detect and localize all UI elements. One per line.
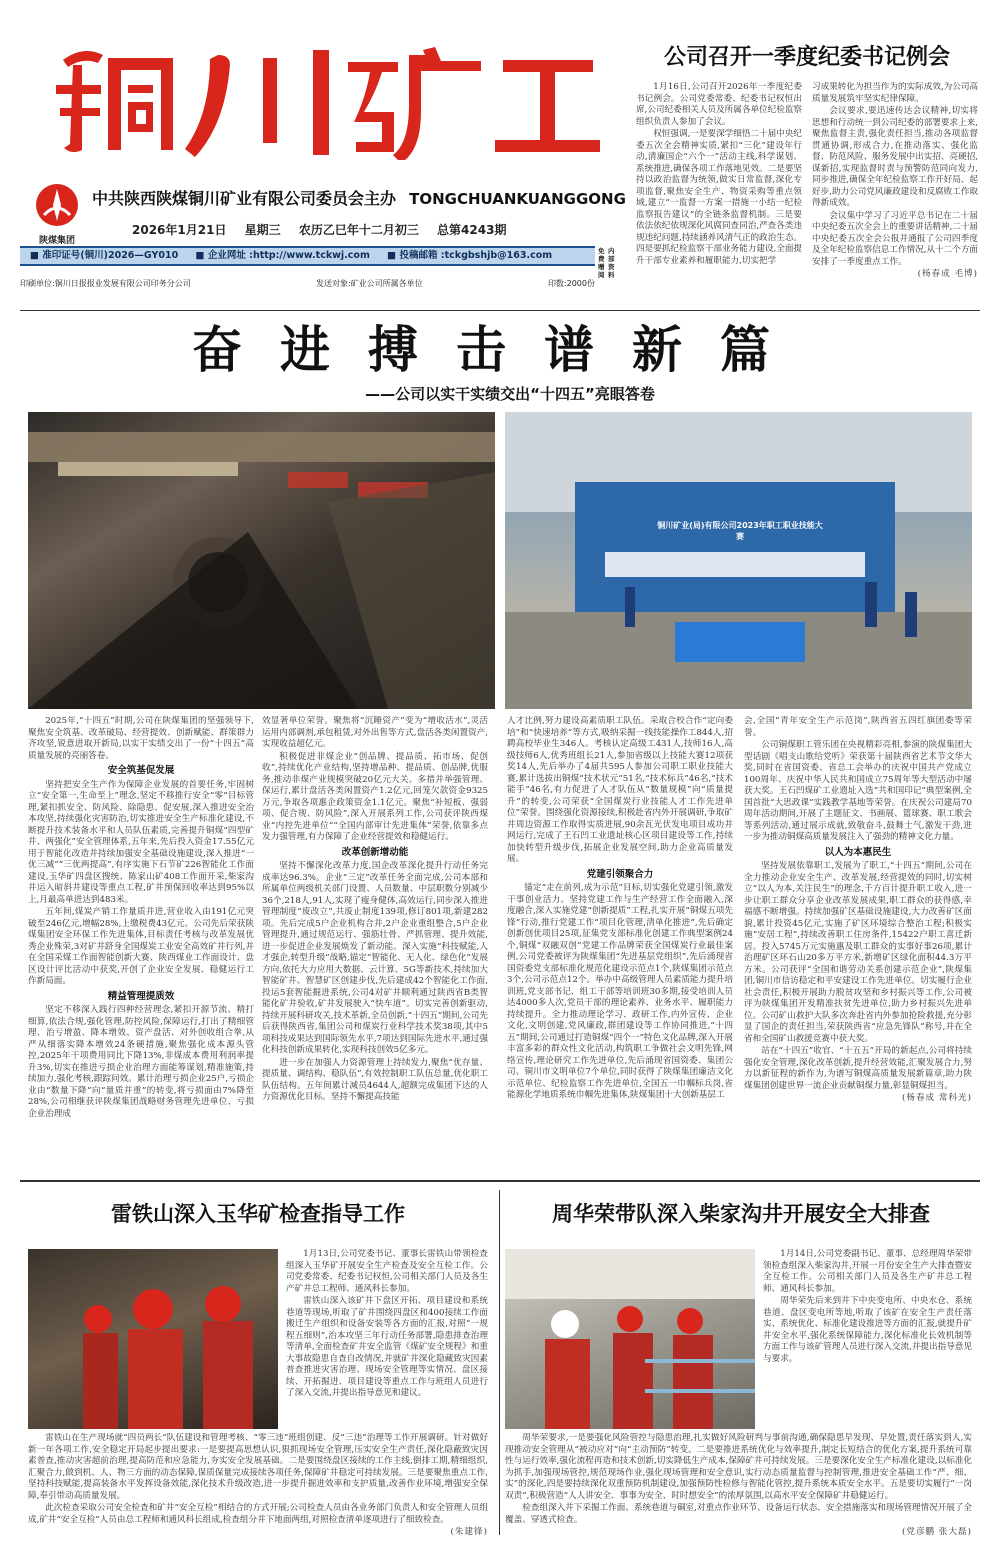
inspection-photo-2 xyxy=(505,1249,755,1429)
top-article xyxy=(636,40,978,296)
side-note xyxy=(598,247,620,279)
bottom-right-col-a: 1月14日,公司党委副书记、董事、总经理周华荣带领检查组深入柴家沟井,开展一月份安全生产大排查暨安全互检工作。公司相关部门人员及各生产矿井总工程师、通风科长参加。 周华荣先后来到井下中央变电所、中央水仓、系统巷道、盘区变电所等地,听取了该矿在安全生产责任落实、系统优化、标准化建设推进等方面的汇报,就提升矿井安全水平,强化系统保障能力,深化标准化长效机制等方面工作与该矿管理人员进行深入交流,并提出指导意见与要求。 xyxy=(763,1249,972,1364)
subhead-livelihood: 以人为本惠民生 xyxy=(824,846,892,858)
main-headline: 奋进搏击谱新篇 xyxy=(192,321,808,379)
main-col1: 2025年,“十四五”时期,公司在陕煤集团的坚强领导下,聚焦安全筑基、改革破局、经营提效、创新赋能、群策群力齐攻坚,锐意进取开新局,以实干实绩交出了一份“十四五”高质量发展的亮丽答卷。 安全筑基促发展 坚持把安全生产作为保障企业发展的首要任务,牢固树立“安全第一,生命至上”理念,坚定不移推行安全“零”目标管理,紧扣抓安全、防风险、除隐患、促安展,深入推进安全治本攻坚,持续强化灾害防治,切实推进安全生产标准化建设,不断提升技术装备水平和人员队伍素质,完善提升铜煤“四型矿井、两强化”安全管理体系,五年来,先后投入资金17.55亿元用于智能化改造并持续加强安全基础设施建设,深入推进“一优三减”“三优两提高”,有序实施下石节矿226智能化工作面建设,玉华矿四盘区搜统、陈家山矿408工作面开采,柴家沟井运入暗斜井建设等重点工程,矿井预保回收率达到95%以上,月最高单进达到483米。 五年间,煤炭产销工作量质并进,营业收入由191亿元突破至246亿元,增幅28%,上缴税费43亿元。公司先后荣获陕煤集团安全环保工作先进集体,目标责任考核与改革发展优秀企业殊荣,3对矿井跻身全国煤炭工业安全高效矿井行列,并在全国采煤工作面智能创新大赛、陕西煤业工作面设计、盘区设计评比活动中获奖,开创了企业安全发展、稳健运行工作新局面。 精益管理提质效 坚定不移深入践行四种经营理念,紧扣开源节流、精打细算,依法合规,强化管理,防控风险,保障运行,打出了精细管理、治亏增盈、降本增效、资产盘活、对外创收组合拳,从严从细落实降本增效24条硬措施,聚焦强化成本源头管控,2025年干项费用同比下降13%,非煤成本费用利润率提升3%,切实在推进亏损企业治理方面能筹谋划,精准施策,持续加力,强化考核,跟踪问效。累计治理亏损企业25户,亏损企业由“数量下降”向“量质并重”的转变,将亏损面由7%降至28%,公司相继获评陕煤集团战略财务管理先进单位、亏损企业治理成 xyxy=(28,716,254,1119)
mining-photo xyxy=(28,412,495,709)
bottom-right-headline: 周华荣带队深入柴家沟井开展安全大排查 xyxy=(552,1202,930,1226)
divider xyxy=(20,1180,980,1182)
subhead-party: 党建引领聚合力 xyxy=(586,868,654,880)
masthead-title-art xyxy=(48,40,608,160)
inspection-photo-1 xyxy=(28,1249,278,1429)
top-article-byline: (杨春成 毛博) xyxy=(917,269,978,279)
bottom-left-headline: 雷铁山深入玉华矿检查指导工作 xyxy=(111,1202,405,1226)
bottom-left-col-b: 雷铁山在生产现场就“四员两长”队伍建设和管理考核、“零三违”班组创建、反“三违”治理等工作开展调研。针对做好新一年各项工作,安全稳定开局起步提出要求:一是要提高思想认识,狠抓现场安全管理,压实安全生产责任,深化隐蔽致灾因素普查,推动灾害超前治理,提高防范和应急能力,夯实安全发展基础。二是要围绕盘区接续的工作主线,倒排工期,精细组织,汇聚合力,做到机、人、物三方面的动态保障,保质保量完成接续各项任务,保障矿井稳定可持续发展。三是要聚焦重点工作,坚持科技赋能,提高装备水平发挥设备效能,深化技术升级改造,进一步提升掘进效率和支护质量,改善作业环境,增强安全保障,奉引带动高质量发展。 此次检查采取公司安全检查和矿井“安全互检”相结合的方式开展;公司检查人员由各业务部门负责人和安全管理人员组成,矿井“安全互检”人员由总工程师和通风科长组成,检查组分井下地面两组,对照检查清单逐项进行了细致检查。 (朱建锋) xyxy=(28,1433,488,1537)
shaanmei-logo-icon xyxy=(34,183,80,227)
bottom-left-byline: (朱建锋) xyxy=(450,1527,488,1537)
subhead-reform: 改革创新增动能 xyxy=(341,846,409,858)
masthead xyxy=(20,18,626,313)
weekday: 星期三 xyxy=(244,223,281,237)
free-note: 免费赠阅 xyxy=(598,247,605,279)
sponsor-line xyxy=(92,186,626,209)
competition-photo xyxy=(505,412,972,709)
issue-date: 2026年1月21日 xyxy=(132,223,227,237)
copies: 印数:2000份 xyxy=(547,279,595,288)
divider xyxy=(20,310,980,311)
subhead-safety: 安全筑基促发展 xyxy=(107,765,175,776)
subhead-management: 精益管理提质效 xyxy=(107,990,175,1002)
top-article-col2: 习成果转化为担当作为的实际成效,为公司高质量发展筑牢坚实纪律保障。 会议要求,要迅速传达会议精神,切实将思想和行动统一到公司纪委的部署要求上来,聚焦监督主责,强化责任担当,推动各项监督贯通协调,形成合力,在推动落实、强化监督、防范风险、服务发展中出实招、亮硬招,谋新招,实现监督时责与预警防范同向发力,同步推进,确保全年纪检监察工作开好局、起好步,助力公司党风廉政建设和反腐败工作取得新成效。 会议集中学习了习近平总书记在二十届中央纪委五次全会上的重要讲话精神,二十届中央纪委五次全会公报并通报了公司四季度及全年纪检监察信息工作情况,从十二个方面安排了一季度重点工作。 (杨春成 毛博) xyxy=(812,82,978,279)
inner-note: 内部资料 xyxy=(608,247,615,279)
main-col2: 效显著单位荣誉。聚焦将“沉睡资产”变为“增收活水”,灵活运用内部调剂,承包租赁,对外出售等方式,盘活各类闲置资产,实现收益超亿元。 积极促进非煤企业“创品牌、提品质、拓市场、促创收”,持续优化产业结构,坚持增品种、提品质、创品牌,优服务,推动非煤产业规模突破20亿元大关。多措并举强管理、保运行,累计盘活各类闲置资产1.2亿元,回笼欠款资金9325万元,争取各项惠企政策资金1.1亿元。聚焦“补短板、强弱项、促合规、防风险”,深入开展系列工作,公司获评陕西煤业“内控先进单位”“全国内部审计先进集体”荣誉,依靠多点发力强管理,有力保障了企业经营提效和稳健运行。 改革创新增动能 坚持不懈深化改革力度,国企改革深化提升行动任务完成率达96.3%。企业“三定”改革任务全面完成,公司本部和所属单位两级机关部门设置、人员数量、中层职数分别减少36个,218人,91人,实现了瘦身健体,高效运行,同步深入推进管理制度“废改立”,共废止制度139项,修订801项,新建282项。先后完成5户企业机构合并,2户企业重组整合,5户企业管理提升,通过规范运行、强筋壮骨、严抓管理、提升效能,进一步促进企业发展焕发了新动能。深入实施“科技赋能,人才强企,转型升级”战略,锚定“智能化、无人化、绿色化”发展方向,依托大力应用大数据、云计算、5G等新技术,持续加大智能矿井、智慧矿区创建步伐,先后建成42个智能化工作面,投运5套智能掘进系统,公司4对矿井顺利通过陕西省B类智能化矿井验收,矿井发展驶入“快车道”。切实完善创新驱动,持续开展科研攻关,技术革新,全员创新,“十四五”期间,公司先后获得陕西省,集团公司和煤炭行业科学技术奖38项,其中5项科技成果达到国际领先水平,7项达到国际先进水平,通过强化科技创新成果转化,实现科技创效5亿多元。 进一步在加强人力资源管理上持续发力,聚焦“优存量、提质量、调结构、稳队伍”,有效控制职工队伍总量,优化职工队伍结构。五年间累计减员4644人,超额完成集团下达的人力资源优化目标。坚持不懈提高技能 xyxy=(262,716,488,1102)
top-article-headline: 公司召开一季度纪委书记例会 xyxy=(663,45,950,70)
main-col4: 会,全国“青年安全生产示范岗”,陕西省五四红旗团委等荣誉。 公司铜煤职工管乐团在央视精彩亮相,参演的陕煤集团大型话剧《唱支山歌给党听》荣获第十届陕西省艺术节文华大奖,同时在省国资委、省总工会举办的庆祝中国共产党成立100周年、庆祝中华人民共和国成立75周年等大型活动中屡获大奖。王石凹煤矿工业遗址入选“共和国印记”典型案例,全国首批“大思政课”实践教学基地等荣誉。在庆祝公司建局70周年活动期间,开展了主题征文、书画展、篮球赛、职工歌会等系列活动,通过展示成就,致敬奋斗,鼓舞士气,激发干劲,进一步为推动铜煤高质量发展注入了强劲的精神文化力量。 以人为本惠民生 坚持发展依靠职工,发展为了职工,“十四五”期间,公司在全力推动企业安全生产、改革发展,经营提效的同时,切实树立“以人为本,关注民生”的理念,千方百计提升职工收入,进一步让职工群众分享企业改革发展成果,职工群众的获得感,幸福感不断增强。持续加强矿区基础设施建设,大力改善矿区面貌,累计投资45亿元,实施了矿区环境综合整治工程;积极实施“安居工程”,持续改善职工住房条件,15422户职工喜迁新居。投入5745万元实施惠及职工群众的实事好事26项,累计治理矿区环石山20多万平方米,新增矿区绿化面积44.3万平方米。公司获评“全国和谐劳动关系创建示范企业”,陕煤集团,铜川市信访稳定和平安建设工作先进单位。切实履行企业社会责任,积极开展助力脱贫攻坚和乡村振兴等工作,公司被评为陕煤集团开发精准扶贫先进单位,助力乡村振兴先进单位。公司矿山救护大队多次奔赴省内外参加抢险救援,充分彰显了国企的责任担当,荣获陕西省“应急先锋队”称号,并在全省和全国矿山救援竞赛中获大奖。 站在“十四五”收官、“十五五”开局的新起点,公司将持续强化安全管理,深化改革创新,提升经营效能,汇聚发展合力,努力以新征程的新作为,为谱写铜煤高质量发展新篇章,助力陕煤集团创建世界一流企业贡献铜煤力量,彰显铜煤担当。 (杨春成 常科光) xyxy=(744,716,972,1103)
license-number: 准印证号(铜川)2026—GY010 xyxy=(42,250,179,261)
competition-banner-text: 铜川矿业(局)有限公司2023年职工职业技能大赛 xyxy=(657,521,823,541)
printer: 印刷单位:铜川日报报业发展有限公司印务分公司 xyxy=(20,279,191,288)
issue-number: 总第4243期 xyxy=(437,223,507,237)
lunar-date: 农历乙巳年十二月初三 xyxy=(298,223,419,237)
bottom-right-byline: (党彦鹏 张大磊) xyxy=(902,1527,972,1537)
logo xyxy=(34,183,80,246)
top-article-col1: 1月16日,公司召开2026年一季度纪委书记例会。公司党委常委、纪委书记权恒出席,公司纪委相关人员及所属各单位纪检监察组织负责人参加了会议。 权恒强调,一是要深学细悟二十届中央纪委五次全会精神实质,紧扣“三化”建设年行动,清廉国企“六个一”活动主线,科学谋划、系统推进,确保各项工作落地见效。二是要坚持以政治监督为统领,做实日常监督,深化专项监督,聚焦安全生产、物资采购等重点领域,建立“一监督一方案一措施一小结一纪检监察报告建议”的全链条监督机制。三是要依法依纪依规深化风腐同查同治,严查各类违规违纪问题,持续涵养风清气正的政治生态。四是要抓纪检监察干部业务能力建设,全面提升干部专业素养和履职能力,切实把学 xyxy=(636,82,802,266)
pinyin: TONGCHUANKUANGGONG xyxy=(409,190,626,208)
logo-text: 陕煤集团 xyxy=(38,236,75,246)
bottom-left-col-a: 1月13日,公司党委书记、董事长雷铁山带领检查组深入玉华矿开展安全生产检查及安全互检工作。公司党委常委、纪委书记权恒,公司相关部门人员及各生产矿井总工程师、通风科长参加。 雷铁山深入该矿井下盘区开拓、项目建设和系统巷道等现场,听取了矿井围绕四盘区和400接续工作面搬迁生产组织和设备安装等各方面的汇报,对照“一规程五细则”,治本攻坚三年行动任务部署,隐患排查治理等清单,全面检查矿井安全监管《煤矿安全规程》和重大事故隐患自查自改情况,并就矿井深化隐藏致灾因素普查推进灾害治理、现场安全管理等实情况、盘区接续、开拓掘进、项目建设等重点工作与班组人员进行了深入交流,并提出指导意见和建议。 xyxy=(286,1249,488,1398)
email[interactable]: 投稿邮箱 :tckgbshjb@163.com xyxy=(399,250,553,261)
print-info xyxy=(20,278,595,289)
website[interactable]: 企业网址 :http://www.tckwj.com xyxy=(207,250,370,261)
sponsor: 中共陕西陕煤铜川矿业有限公司委员会主办 xyxy=(92,189,397,208)
distribution: 发送对象:矿业公司所属各单位 xyxy=(315,279,423,288)
divider xyxy=(499,1190,500,1535)
main-article-byline: (杨春成 常科光) xyxy=(902,1093,972,1103)
date-line xyxy=(132,221,612,238)
main-col3: 人才比例,努力建设高素质职工队伍。采取合校合作“定向委培”和“快速培养”等方式,吸纳采掘一线技能操作工844人,招聘高校毕业生346人。考核认定高级工431人,技师16人,高级技师6人,优秀班组长21人,参加省级以上技能大赛12项获奖14人,先后举办了4届共595人参加公司职工职业技能大赛,累计选拔出铜煤“技术状元”51名,“技术标兵”46名,“技术能手”46名,有力促进了人才队伍从“数量规模”向“质量提升”的转变,公司荣获“全国煤炭行业技能人才工作先进单位”荣誉。围绕强化资源接续,积极赴省内外开展调研,争取矿井周边资源工作取得实质进展,90余瓦光伏发电项目成功并网运行,完成了王石凹工业遗址核心区项目建设等工作,持续加快转型升级步伐,拓展企业发展空间,助力企业高质量发展。 党建引领聚合力 锚定“走在前列,成为示范”目标,切实强化党建引领,激发干事创业活力。坚持党建工作与生产经营工作全面融入,深度融合,深入实施党建“创新提质”工程,扎实开展“铜煤五项先锋”行动,推行党建工作“项目化管理,清单化推进”,先后确定创新创优项目25项,征集党支部标准化创建工作典型案例24个,铜煤“双融双创”党建工作品牌荣获全国煤炭行业最佳案例,公司党委被评为陕煤集团“先进基层党组织”,先后涌现省国资委党支部标准化规范化建设示范点1个,陕煤集团示范点3个,公司示范点12个。举办中高级管理人员素质能力提升培训班,党支部书记、组工干部等培训班30多期,接受培训人员达4000多人次,党员干部的理论素养、业务水平、履职能力持续提升。全力推动理论学习、政研工作,内外宣传、企业文化,文明创建,党风廉政,群团建设等工作协同推进,“十四五”期间,公司通过打造铜煤“四个一”特色文化品牌,深入开展丰富多彩的群众性文化活动,构筑职工争做社会文明先锋,网络宣传,理论研究工作先进单位,先后涌现省国资委、集团公司、铜川市文明单位7个单位,同时获得了陕煤集团廉洁文化示范单位、纪检监察工作先进单位,全国五一巾帼标兵岗,省能源化学地质系统巾帼先进集体,陕煤集团十大创新基层工 xyxy=(507,716,733,1100)
info-bar: ■ 准印证号(铜川)2026—GY010 ■ 企业网址 :http://www.tckwj.com ■ 投稿邮箱 :tckgbshjb@163.com xyxy=(20,246,595,266)
main-subheadline: ——公司以实干实绩交出“十四五”亮眼答卷 xyxy=(365,385,655,403)
bottom-right-col-b: 周华荣要求,一是要强化风险管控与隐患治理,扎实做好风险研判与事前沟通,确保隐患早发现、早处置,责任落实到人,实现推动安全管理从“被动应对”向“主动预防”转变。二是要推进系统优化与效率提升,制定长短结合的优化方案,提升系统可靠性与运行效率,强化流程再造和技术创新,切实降低生产成本,保障矿井可持续发展。三是要深化安全生产标准化建设,以标准化为抓手,加强现场管控,规范现场作业,强化现场管理和安全意识,实行动态质量监督与控制管理,推进安全基础工作“严、细、实”的深化,四是要持续深化双重预防机制建设,加强预防性检修与智能化管控,提升系统本质安全水平。五是要切实履行“一岗双责”,积极营造“人人讲安全、事事为安全、时时想安全”的浓厚氛围,以高水平安全保障矿井稳健运行。 检查组深入井下采掘工作面、系统巷道与硐室,对重点作业环节、设备运行状态、安全措施落实和现场管理情况开展了全覆盖、穿透式检查。 (党彦鹏 张大磊) xyxy=(505,1433,972,1537)
